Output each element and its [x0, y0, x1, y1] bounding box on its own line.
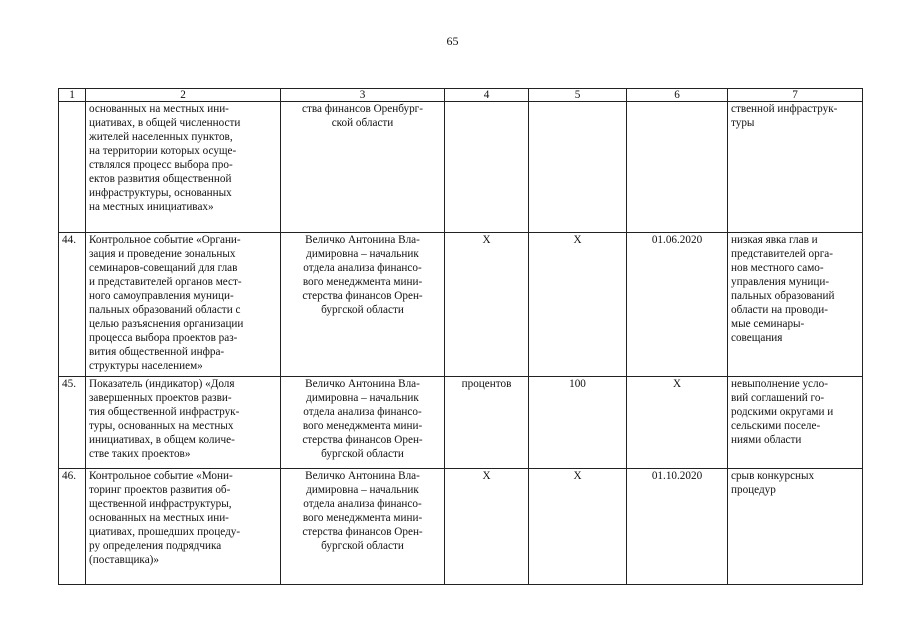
risk-description: срыв конкурсных процедур — [728, 469, 863, 585]
event-description: основанных на местных ини- циативах, в общей численности жителей населенных пунктов, на территории которых осуще- ствлялся процесс выбора про- ектов развития общественной инфраструктуры, основанных на местных инициативах» — [86, 102, 281, 233]
completion-date: 01.10.2020 — [627, 469, 728, 585]
row-number: 44. — [59, 233, 86, 377]
column-number: 5 — [529, 89, 627, 102]
table-row — [59, 469, 863, 585]
risk-description: невыполнение усло- вий соглашений го- родскими округами и сельскими поселе- ниями области — [728, 377, 863, 469]
unit-of-measure — [445, 102, 529, 233]
event-description: Показатель (индикатор) «Доля завершенных проектов разви- тия общественной инфраструк- туры, основанных на местных инициативах, в общем количе- стве таких проектов» — [86, 377, 281, 469]
column-number: 7 — [728, 89, 863, 102]
target-value — [529, 102, 627, 233]
column-number: 3 — [281, 89, 445, 102]
responsible-person: Величко Антонина Вла- димировна – начальник отдела анализа финансо- вого менеджмента мини- стерства финансов Орен- бургской области — [281, 469, 445, 585]
table-row-continuation — [59, 102, 863, 233]
event-description: Контрольное событие «Органи- зация и проведение зональных семинаров-совещаний для глав и представителей органов мест- ного самоуправления муници- пальных образований области с целью разъяснения организации процесса выбора проектов раз- вития общественной инфра- структуры населением» — [86, 233, 281, 377]
table-row — [59, 233, 863, 377]
event-description: Контрольное событие «Мони- торинг проектов развития об- щественной инфраструктуры, основанных на местных ини- циативах, прошедших процеду- ру определения подрядчика (поставщика)» — [86, 469, 281, 585]
responsible-person: ства финансов Оренбург- ской области — [281, 102, 445, 233]
column-number-row — [59, 89, 863, 102]
risk-description: низкая явка глав и представителей орга- нов местного само- управления муници- пальных образований области на проводи- мые семинары- совещания — [728, 233, 863, 377]
target-value: Х — [529, 469, 627, 585]
row-number — [59, 102, 86, 233]
completion-date: 01.06.2020 — [627, 233, 728, 377]
unit-of-measure: Х — [445, 233, 529, 377]
completion-date — [627, 102, 728, 233]
column-number: 1 — [59, 89, 86, 102]
column-number: 4 — [445, 89, 529, 102]
row-number: 46. — [59, 469, 86, 585]
page-number: 65 — [446, 34, 459, 48]
unit-of-measure: процентов — [445, 377, 529, 469]
target-value: Х — [529, 233, 627, 377]
responsible-person: Величко Антонина Вла- димировна – начальник отдела анализа финансо- вого менеджмента мини- стерства финансов Орен- бургской области — [281, 377, 445, 469]
risk-description: ственной инфраструк- туры — [728, 102, 863, 233]
unit-of-measure: Х — [445, 469, 529, 585]
target-value: 100 — [529, 377, 627, 469]
completion-date: Х — [627, 377, 728, 469]
table-row — [59, 377, 863, 469]
plan-table — [58, 88, 863, 585]
row-number: 45. — [59, 377, 86, 469]
column-number: 2 — [86, 89, 281, 102]
column-number: 6 — [627, 89, 728, 102]
responsible-person: Величко Антонина Вла- димировна – начальник отдела анализа финансо- вого менеджмента мини- стерства финансов Орен- бургской области — [281, 233, 445, 377]
